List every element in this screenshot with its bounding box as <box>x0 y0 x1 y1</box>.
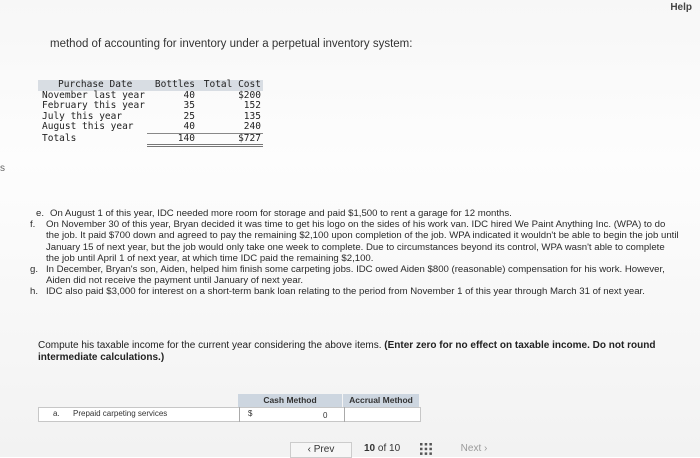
list-item <box>30 208 680 219</box>
item-text: In December, Bryan's son, Aiden, helped him finish some carpeting jobs. IDC owed Aiden $800 (reasonable) compensation for his work. However, Aiden did not receive the payment until January of next year. <box>46 264 665 287</box>
col-bottles: Bottles <box>147 80 197 91</box>
cell-cost: 135 <box>243 110 261 122</box>
cell-date: July this year <box>42 110 123 122</box>
instruction-bold: (Enter zero for no effect on taxable income. Do not round intermediate calculations.) <box>38 340 656 363</box>
page-current: 10 <box>364 443 376 454</box>
cell-cost: 152 <box>243 100 261 111</box>
next-label: Next <box>460 443 482 454</box>
item-text: On November 30 of this year, Bryan decided it was time to get his logo on the sides of his work van. IDC hired We Paint Anything Inc. (WPA) to do the job. It paid $700 down and agreed to pay the remaining $2,100 upon completion of the job. WPA indicated it wouldn't be able to begin the job until January 15 of next year, but the job would only take one week to complete. Due to circumstances beyond its control, WPA wasn't able to complete the job until April 1 of next year, at which time IDC paid the remaining $2,100. <box>46 219 679 264</box>
item-letter: h. <box>30 286 39 298</box>
cell-totals-label: Totals <box>42 133 77 144</box>
answer-row <box>38 407 421 422</box>
col-purchase-date: Purchase Date <box>38 80 147 91</box>
table-row <box>38 101 263 112</box>
intro-text: method of accounting for inventory under a perpetual inventory system: <box>50 38 413 50</box>
purchase-table <box>38 80 263 147</box>
chevron-left-icon: ‹ <box>307 444 314 455</box>
row-label: Prepaid carpeting services <box>73 409 168 418</box>
col-accrual-method: Accrual Method <box>343 394 419 407</box>
cell-date: November last year <box>42 89 145 101</box>
instruction-text <box>38 340 668 364</box>
cell-date: August this year <box>42 121 134 133</box>
answer-table <box>38 394 418 420</box>
cash-method-input[interactable] <box>239 407 345 422</box>
cell-bottles: 25 <box>183 110 195 122</box>
list-item <box>30 264 680 286</box>
page-indicator <box>364 443 400 454</box>
page-total: 10 <box>389 443 401 454</box>
item-letter: e. <box>36 208 45 219</box>
scenario-items <box>30 208 680 298</box>
currency-symbol: $ <box>248 409 253 418</box>
item-text: IDC also paid $3,000 for interest on a short-term bank loan relating to the period from November 1 of this year through March 31 of next year. <box>46 286 645 298</box>
cell-date: February this year <box>42 100 145 111</box>
item-text: On August 1 of this year, IDC needed more room for storage and paid $1,500 to rent a garage for 12 months. <box>50 208 512 219</box>
table-row <box>38 122 263 133</box>
page-of: of <box>377 443 387 454</box>
accrual-method-input[interactable] <box>344 408 420 421</box>
row-letter: a. <box>53 409 60 418</box>
cash-method-value[interactable]: 0 <box>323 411 328 420</box>
cell-bottles: 35 <box>183 100 195 111</box>
list-item <box>30 219 680 264</box>
col-cash-method: Cash Method <box>238 394 342 407</box>
purchase-table-header <box>38 80 263 91</box>
cell-totals-cost: $727 <box>197 133 263 146</box>
chevron-right-icon: › <box>481 443 488 454</box>
prev-button[interactable] <box>290 442 352 458</box>
cell-cost: 240 <box>243 121 261 132</box>
prev-label: Prev <box>313 444 335 455</box>
grid-icon[interactable] <box>420 443 432 455</box>
next-button[interactable] <box>446 442 502 456</box>
help-link[interactable]: Help <box>670 2 692 13</box>
cell-totals-bottles: 140 <box>147 133 197 146</box>
cell-cost: $200 <box>238 89 261 101</box>
cell-bottles: 40 <box>183 89 195 101</box>
totals-row <box>38 133 263 146</box>
item-letter: f. <box>30 219 36 231</box>
item-letter: g. <box>30 264 39 276</box>
col-total-cost: Total Cost <box>197 80 263 91</box>
instruction-main: Compute his taxable income for the current year considering the above items. <box>38 340 382 351</box>
cell-bottles: 40 <box>183 121 195 132</box>
side-mark: s <box>0 163 5 174</box>
list-item <box>30 286 680 297</box>
